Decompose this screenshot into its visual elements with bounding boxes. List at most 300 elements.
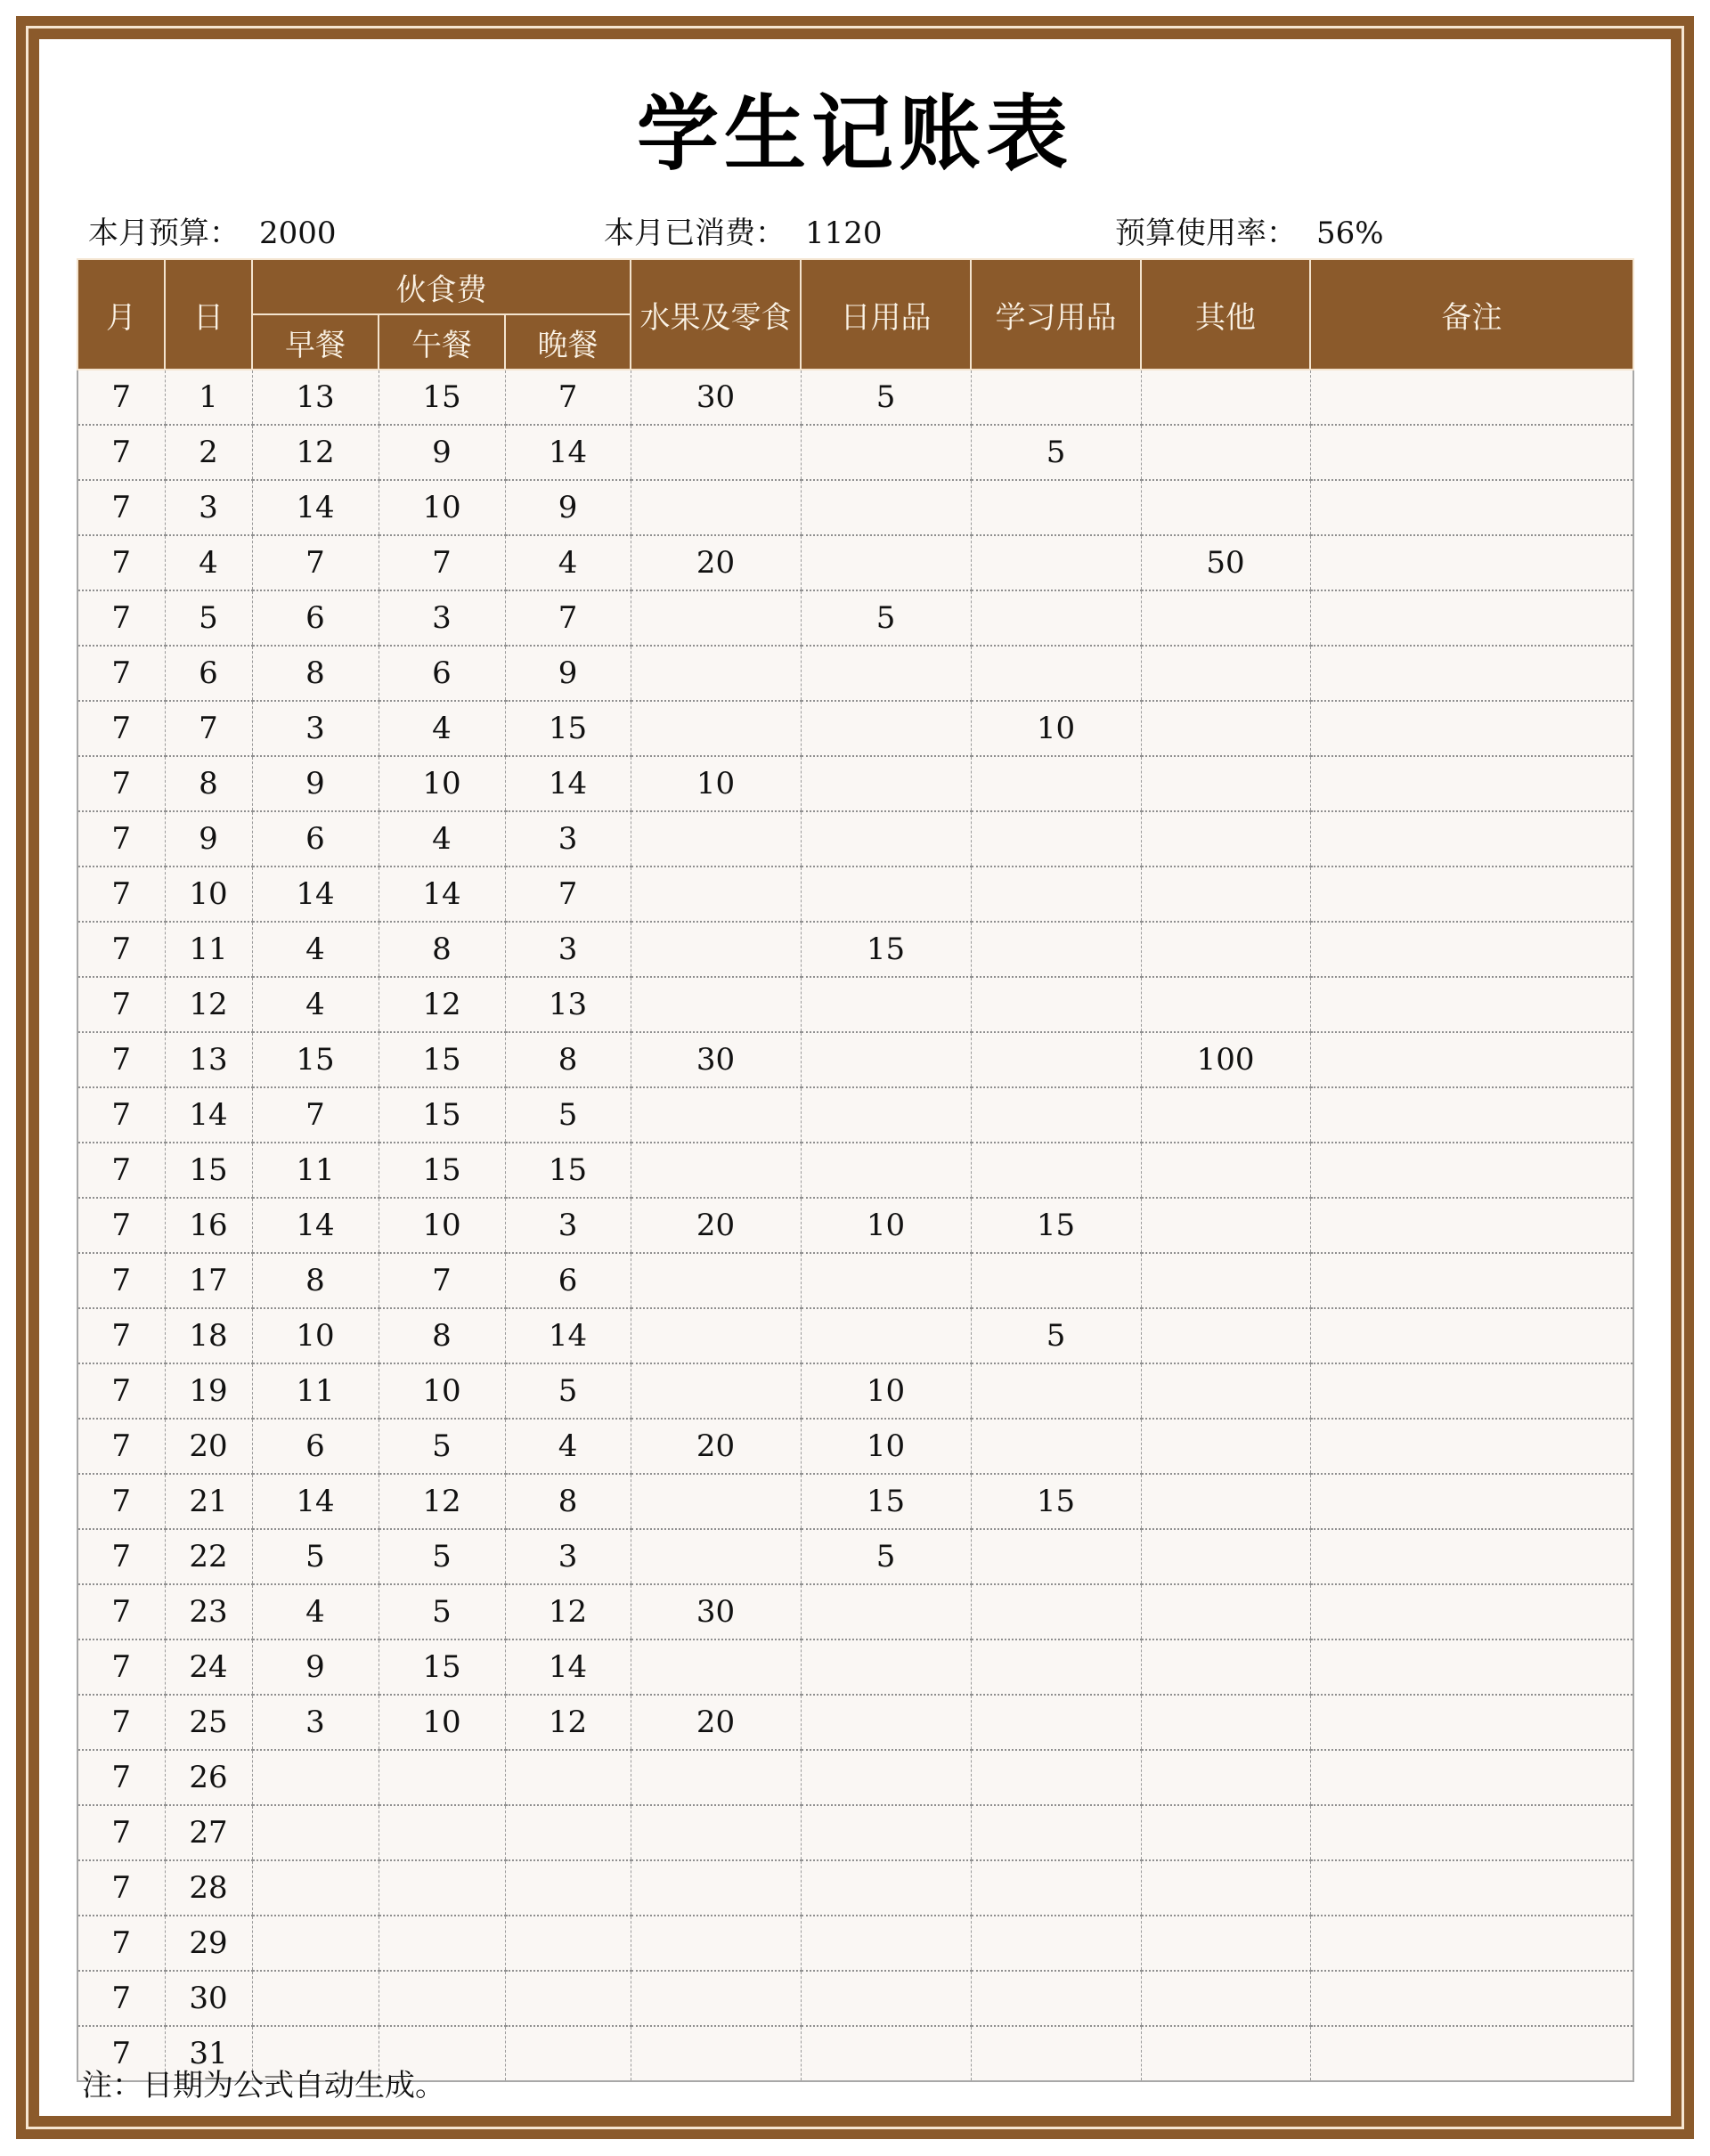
cell-remarks[interactable] xyxy=(1310,866,1633,922)
cell-fruit-snacks[interactable] xyxy=(631,1805,801,1860)
cell-fruit-snacks[interactable] xyxy=(631,480,801,535)
cell-breakfast[interactable]: 3 xyxy=(252,701,379,756)
cell-daily-goods[interactable] xyxy=(801,1087,971,1143)
cell-other[interactable] xyxy=(1141,1308,1310,1363)
cell-remarks[interactable] xyxy=(1310,1750,1633,1805)
cell-remarks[interactable] xyxy=(1310,1971,1633,2026)
cell-day: 17 xyxy=(165,1253,252,1308)
table-row xyxy=(77,866,1633,922)
cell-dinner[interactable]: 8 xyxy=(505,1474,631,1529)
cell-remarks[interactable] xyxy=(1310,2026,1633,2081)
budget-usage-rate-label: 预算使用率： xyxy=(1115,216,1297,251)
cell-lunch[interactable]: 15 xyxy=(379,1639,505,1695)
cell-remarks[interactable] xyxy=(1310,1584,1633,1639)
cell-breakfast[interactable]: 14 xyxy=(252,866,379,922)
cell-daily-goods[interactable]: 15 xyxy=(801,1474,971,1529)
cell-daily-goods[interactable] xyxy=(801,1695,971,1750)
cell-study-supplies[interactable] xyxy=(971,370,1141,425)
table-row xyxy=(77,1916,1633,1971)
cell-study-supplies[interactable] xyxy=(971,1363,1141,1419)
cell-fruit-snacks[interactable]: 20 xyxy=(631,1198,801,1253)
cell-fruit-snacks[interactable] xyxy=(631,590,801,646)
cell-other[interactable]: 50 xyxy=(1141,535,1310,590)
cell-lunch[interactable]: 15 xyxy=(379,1032,505,1087)
cell-other[interactable] xyxy=(1141,1639,1310,1695)
cell-day: 26 xyxy=(165,1750,252,1805)
table-row xyxy=(77,646,1633,701)
cell-breakfast[interactable]: 14 xyxy=(252,480,379,535)
cell-study-supplies[interactable] xyxy=(971,756,1141,811)
cell-dinner[interactable] xyxy=(505,1805,631,1860)
cell-breakfast[interactable] xyxy=(252,1805,379,1860)
cell-other[interactable] xyxy=(1141,646,1310,701)
cell-dinner[interactable]: 7 xyxy=(505,866,631,922)
cell-remarks[interactable] xyxy=(1310,425,1633,480)
budget-usage-rate-value: 56% xyxy=(1316,216,1384,251)
cell-lunch[interactable]: 15 xyxy=(379,370,505,425)
cell-fruit-snacks[interactable] xyxy=(631,866,801,922)
cell-day: 8 xyxy=(165,756,252,811)
cell-other[interactable] xyxy=(1141,922,1310,977)
cell-day: 21 xyxy=(165,1474,252,1529)
cell-dinner[interactable]: 12 xyxy=(505,1695,631,1750)
cell-month: 7 xyxy=(77,1916,165,1971)
cell-day: 2 xyxy=(165,425,252,480)
cell-month: 7 xyxy=(77,425,165,480)
cell-remarks[interactable] xyxy=(1310,1474,1633,1529)
cell-fruit-snacks[interactable] xyxy=(631,1639,801,1695)
cell-daily-goods[interactable] xyxy=(801,480,971,535)
cell-day: 9 xyxy=(165,811,252,866)
cell-day: 3 xyxy=(165,480,252,535)
cell-daily-goods[interactable] xyxy=(801,866,971,922)
cell-breakfast[interactable]: 8 xyxy=(252,1253,379,1308)
cell-remarks[interactable] xyxy=(1310,922,1633,977)
cell-dinner[interactable] xyxy=(505,2026,631,2081)
cell-daily-goods[interactable] xyxy=(801,535,971,590)
cell-lunch[interactable]: 5 xyxy=(379,1419,505,1474)
cell-study-supplies[interactable] xyxy=(971,2026,1141,2081)
cell-remarks[interactable] xyxy=(1310,1860,1633,1916)
cell-dinner[interactable]: 4 xyxy=(505,1419,631,1474)
cell-daily-goods[interactable]: 5 xyxy=(801,590,971,646)
cell-month: 7 xyxy=(77,2026,165,2081)
cell-fruit-snacks[interactable] xyxy=(631,1087,801,1143)
cell-other[interactable] xyxy=(1141,1419,1310,1474)
cell-day: 22 xyxy=(165,1529,252,1584)
cell-fruit-snacks[interactable] xyxy=(631,701,801,756)
cell-breakfast[interactable]: 7 xyxy=(252,1087,379,1143)
col-header-daily-goods: 日用品 xyxy=(801,259,971,370)
col-header-lunch: 午餐 xyxy=(379,314,505,370)
cell-fruit-snacks[interactable] xyxy=(631,1860,801,1916)
table-row xyxy=(77,1143,1633,1198)
cell-lunch[interactable] xyxy=(379,1860,505,1916)
cell-fruit-snacks[interactable]: 20 xyxy=(631,1419,801,1474)
cell-other[interactable] xyxy=(1141,1584,1310,1639)
cell-breakfast[interactable]: 4 xyxy=(252,1584,379,1639)
cell-remarks[interactable] xyxy=(1310,701,1633,756)
cell-study-supplies[interactable] xyxy=(971,977,1141,1032)
cell-lunch[interactable]: 12 xyxy=(379,1474,505,1529)
cell-remarks[interactable] xyxy=(1310,1032,1633,1087)
cell-fruit-snacks[interactable] xyxy=(631,811,801,866)
cell-breakfast[interactable]: 14 xyxy=(252,1198,379,1253)
cell-study-supplies[interactable] xyxy=(971,480,1141,535)
cell-daily-goods[interactable] xyxy=(801,2026,971,2081)
cell-dinner[interactable]: 5 xyxy=(505,1363,631,1419)
cell-breakfast[interactable] xyxy=(252,1860,379,1916)
cell-remarks[interactable] xyxy=(1310,590,1633,646)
cell-other[interactable] xyxy=(1141,1805,1310,1860)
col-header-month: 月 xyxy=(77,259,165,370)
col-header-food-group: 伙食费 xyxy=(252,259,631,314)
cell-other[interactable] xyxy=(1141,1198,1310,1253)
cell-day: 31 xyxy=(165,2026,252,2081)
cell-study-supplies[interactable] xyxy=(971,590,1141,646)
cell-daily-goods[interactable] xyxy=(801,701,971,756)
cell-fruit-snacks[interactable]: 20 xyxy=(631,1695,801,1750)
cell-study-supplies[interactable] xyxy=(971,1529,1141,1584)
cell-remarks[interactable] xyxy=(1310,1143,1633,1198)
cell-dinner[interactable]: 14 xyxy=(505,756,631,811)
cell-remarks[interactable] xyxy=(1310,1087,1633,1143)
cell-daily-goods[interactable]: 10 xyxy=(801,1363,971,1419)
cell-fruit-snacks[interactable] xyxy=(631,1750,801,1805)
cell-fruit-snacks[interactable] xyxy=(631,922,801,977)
cell-daily-goods[interactable] xyxy=(801,1860,971,1916)
cell-month: 7 xyxy=(77,1860,165,1916)
cell-remarks[interactable] xyxy=(1310,1308,1633,1363)
cell-other[interactable] xyxy=(1141,1087,1310,1143)
cell-day: 11 xyxy=(165,922,252,977)
cell-other[interactable] xyxy=(1141,2026,1310,2081)
cell-dinner[interactable]: 9 xyxy=(505,646,631,701)
cell-dinner[interactable]: 8 xyxy=(505,1032,631,1087)
cell-dinner[interactable]: 14 xyxy=(505,1639,631,1695)
cell-other[interactable] xyxy=(1141,1363,1310,1419)
cell-fruit-snacks[interactable] xyxy=(631,1253,801,1308)
cell-dinner[interactable]: 12 xyxy=(505,1584,631,1639)
cell-dinner[interactable] xyxy=(505,1971,631,2026)
cell-other[interactable] xyxy=(1141,590,1310,646)
cell-fruit-snacks[interactable] xyxy=(631,425,801,480)
cell-other[interactable] xyxy=(1141,1474,1310,1529)
cell-remarks[interactable] xyxy=(1310,1805,1633,1860)
cell-study-supplies[interactable]: 15 xyxy=(971,1198,1141,1253)
cell-lunch[interactable]: 6 xyxy=(379,646,505,701)
cell-breakfast[interactable]: 3 xyxy=(252,1695,379,1750)
cell-dinner[interactable]: 6 xyxy=(505,1253,631,1308)
cell-remarks[interactable] xyxy=(1310,1198,1633,1253)
cell-lunch[interactable]: 10 xyxy=(379,480,505,535)
cell-fruit-snacks[interactable] xyxy=(631,1474,801,1529)
cell-daily-goods[interactable] xyxy=(801,425,971,480)
cell-study-supplies[interactable] xyxy=(971,1695,1141,1750)
cell-study-supplies[interactable] xyxy=(971,1584,1141,1639)
cell-other[interactable] xyxy=(1141,756,1310,811)
cell-study-supplies[interactable] xyxy=(971,1860,1141,1916)
cell-study-supplies[interactable] xyxy=(971,1916,1141,1971)
cell-breakfast[interactable]: 15 xyxy=(252,1032,379,1087)
cell-breakfast[interactable]: 4 xyxy=(252,977,379,1032)
cell-other[interactable] xyxy=(1141,866,1310,922)
cell-daily-goods[interactable] xyxy=(801,1805,971,1860)
cell-lunch[interactable] xyxy=(379,1916,505,1971)
cell-other[interactable] xyxy=(1141,701,1310,756)
cell-remarks[interactable] xyxy=(1310,1363,1633,1419)
cell-day: 4 xyxy=(165,535,252,590)
cell-fruit-snacks[interactable] xyxy=(631,1363,801,1419)
cell-dinner[interactable] xyxy=(505,1750,631,1805)
cell-lunch[interactable]: 9 xyxy=(379,425,505,480)
cell-day: 5 xyxy=(165,590,252,646)
table-row xyxy=(77,1308,1633,1363)
cell-remarks[interactable] xyxy=(1310,1253,1633,1308)
cell-other[interactable] xyxy=(1141,1253,1310,1308)
cell-daily-goods[interactable] xyxy=(801,1143,971,1198)
cell-lunch[interactable]: 5 xyxy=(379,1584,505,1639)
cell-lunch[interactable] xyxy=(379,1971,505,2026)
cell-lunch[interactable]: 10 xyxy=(379,1695,505,1750)
cell-study-supplies[interactable] xyxy=(971,646,1141,701)
cell-remarks[interactable] xyxy=(1310,977,1633,1032)
table-row xyxy=(77,1584,1633,1639)
cell-breakfast[interactable]: 6 xyxy=(252,1419,379,1474)
cell-daily-goods[interactable] xyxy=(801,1253,971,1308)
cell-lunch[interactable]: 14 xyxy=(379,866,505,922)
cell-dinner[interactable]: 15 xyxy=(505,701,631,756)
cell-daily-goods[interactable] xyxy=(801,756,971,811)
cell-day: 12 xyxy=(165,977,252,1032)
cell-other[interactable] xyxy=(1141,480,1310,535)
cell-remarks[interactable] xyxy=(1310,535,1633,590)
cell-dinner[interactable]: 4 xyxy=(505,535,631,590)
cell-remarks[interactable] xyxy=(1310,756,1633,811)
cell-daily-goods[interactable]: 5 xyxy=(801,1529,971,1584)
cell-other[interactable]: 100 xyxy=(1141,1032,1310,1087)
cell-other[interactable] xyxy=(1141,1750,1310,1805)
cell-study-supplies[interactable] xyxy=(971,1639,1141,1695)
cell-fruit-snacks[interactable] xyxy=(631,646,801,701)
cell-other[interactable] xyxy=(1141,1529,1310,1584)
cell-daily-goods[interactable] xyxy=(801,977,971,1032)
cell-lunch[interactable]: 10 xyxy=(379,756,505,811)
cell-lunch[interactable]: 3 xyxy=(379,590,505,646)
cell-day: 15 xyxy=(165,1143,252,1198)
table-row xyxy=(77,1087,1633,1143)
cell-day: 25 xyxy=(165,1695,252,1750)
cell-daily-goods[interactable] xyxy=(801,1308,971,1363)
cell-daily-goods[interactable] xyxy=(801,811,971,866)
cell-remarks[interactable] xyxy=(1310,1529,1633,1584)
cell-dinner[interactable]: 7 xyxy=(505,590,631,646)
cell-fruit-snacks[interactable]: 30 xyxy=(631,1584,801,1639)
cell-month: 7 xyxy=(77,1308,165,1363)
cell-remarks[interactable] xyxy=(1310,1916,1633,1971)
cell-study-supplies[interactable]: 5 xyxy=(971,425,1141,480)
cell-month: 7 xyxy=(77,1253,165,1308)
cell-fruit-snacks[interactable]: 30 xyxy=(631,1032,801,1087)
cell-study-supplies[interactable] xyxy=(971,535,1141,590)
cell-daily-goods[interactable] xyxy=(801,646,971,701)
cell-dinner[interactable]: 14 xyxy=(505,425,631,480)
monthly-budget xyxy=(88,212,337,255)
cell-study-supplies[interactable] xyxy=(971,1750,1141,1805)
cell-breakfast[interactable]: 8 xyxy=(252,646,379,701)
cell-dinner[interactable]: 3 xyxy=(505,1529,631,1584)
cell-other[interactable] xyxy=(1141,1860,1310,1916)
monthly-spent-label: 本月已消费： xyxy=(604,216,786,251)
cell-lunch[interactable]: 8 xyxy=(379,922,505,977)
cell-daily-goods[interactable]: 15 xyxy=(801,922,971,977)
cell-breakfast[interactable] xyxy=(252,1916,379,1971)
cell-breakfast[interactable]: 11 xyxy=(252,1363,379,1419)
cell-fruit-snacks[interactable] xyxy=(631,1971,801,2026)
cell-dinner[interactable]: 5 xyxy=(505,1087,631,1143)
cell-study-supplies[interactable]: 15 xyxy=(971,1474,1141,1529)
cell-dinner[interactable] xyxy=(505,1916,631,1971)
cell-lunch[interactable]: 5 xyxy=(379,1529,505,1584)
cell-study-supplies[interactable] xyxy=(971,1971,1141,2026)
cell-remarks[interactable] xyxy=(1310,480,1633,535)
cell-month: 7 xyxy=(77,535,165,590)
cell-month: 7 xyxy=(77,866,165,922)
table-row xyxy=(77,480,1633,535)
cell-study-supplies[interactable] xyxy=(971,1419,1141,1474)
cell-breakfast[interactable]: 12 xyxy=(252,425,379,480)
monthly-budget-label: 本月预算： xyxy=(88,216,240,251)
table-row xyxy=(77,1419,1633,1474)
cell-fruit-snacks[interactable] xyxy=(631,2026,801,2081)
table-row xyxy=(77,590,1633,646)
cell-daily-goods[interactable] xyxy=(801,1971,971,2026)
col-header-day: 日 xyxy=(165,259,252,370)
cell-other[interactable] xyxy=(1141,1916,1310,1971)
cell-dinner[interactable]: 3 xyxy=(505,811,631,866)
cell-breakfast[interactable] xyxy=(252,1750,379,1805)
cell-day: 29 xyxy=(165,1916,252,1971)
cell-daily-goods[interactable] xyxy=(801,1750,971,1805)
cell-daily-goods[interactable] xyxy=(801,1639,971,1695)
cell-month: 7 xyxy=(77,1143,165,1198)
cell-fruit-snacks[interactable]: 30 xyxy=(631,370,801,425)
cell-lunch[interactable]: 4 xyxy=(379,701,505,756)
cell-remarks[interactable] xyxy=(1310,1695,1633,1750)
cell-fruit-snacks[interactable]: 20 xyxy=(631,535,801,590)
cell-lunch[interactable]: 10 xyxy=(379,1198,505,1253)
cell-dinner[interactable]: 7 xyxy=(505,370,631,425)
col-header-study-supplies: 学习用品 xyxy=(971,259,1141,370)
cell-breakfast[interactable]: 9 xyxy=(252,756,379,811)
cell-fruit-snacks[interactable] xyxy=(631,1916,801,1971)
table-row xyxy=(77,701,1633,756)
cell-other[interactable] xyxy=(1141,370,1310,425)
cell-daily-goods[interactable]: 10 xyxy=(801,1198,971,1253)
cell-fruit-snacks[interactable] xyxy=(631,977,801,1032)
cell-breakfast[interactable]: 9 xyxy=(252,1639,379,1695)
cell-lunch[interactable]: 8 xyxy=(379,1308,505,1363)
cell-daily-goods[interactable]: 5 xyxy=(801,370,971,425)
cell-study-supplies[interactable] xyxy=(971,1143,1141,1198)
cell-lunch[interactable]: 7 xyxy=(379,535,505,590)
cell-daily-goods[interactable] xyxy=(801,1032,971,1087)
cell-study-supplies[interactable]: 10 xyxy=(971,701,1141,756)
cell-study-supplies[interactable] xyxy=(971,1253,1141,1308)
cell-study-supplies[interactable] xyxy=(971,1087,1141,1143)
cell-lunch[interactable] xyxy=(379,1805,505,1860)
cell-other[interactable] xyxy=(1141,425,1310,480)
cell-day: 19 xyxy=(165,1363,252,1419)
cell-breakfast[interactable]: 6 xyxy=(252,811,379,866)
cell-breakfast[interactable]: 6 xyxy=(252,590,379,646)
monthly-spent-value: 1120 xyxy=(805,216,883,251)
cell-daily-goods[interactable]: 10 xyxy=(801,1419,971,1474)
cell-remarks[interactable] xyxy=(1310,646,1633,701)
cell-study-supplies[interactable] xyxy=(971,811,1141,866)
cell-dinner[interactable] xyxy=(505,1860,631,1916)
cell-lunch[interactable]: 12 xyxy=(379,977,505,1032)
cell-study-supplies[interactable] xyxy=(971,1032,1141,1087)
cell-other[interactable] xyxy=(1141,977,1310,1032)
cell-study-supplies[interactable] xyxy=(971,866,1141,922)
col-header-fruit-snacks: 水果及零食 xyxy=(631,259,801,370)
cell-fruit-snacks[interactable] xyxy=(631,1143,801,1198)
monthly-budget-value[interactable]: 2000 xyxy=(259,216,337,251)
cell-dinner[interactable]: 15 xyxy=(505,1143,631,1198)
cell-study-supplies[interactable]: 5 xyxy=(971,1308,1141,1363)
cell-lunch[interactable]: 15 xyxy=(379,1087,505,1143)
cell-remarks[interactable] xyxy=(1310,1639,1633,1695)
cell-other[interactable] xyxy=(1141,1695,1310,1750)
cell-fruit-snacks[interactable] xyxy=(631,1308,801,1363)
cell-dinner[interactable]: 3 xyxy=(505,922,631,977)
cell-breakfast[interactable] xyxy=(252,1971,379,2026)
cell-remarks[interactable] xyxy=(1310,811,1633,866)
cell-study-supplies[interactable] xyxy=(971,922,1141,977)
cell-study-supplies[interactable] xyxy=(971,1805,1141,1860)
cell-daily-goods[interactable] xyxy=(801,1584,971,1639)
cell-lunch[interactable]: 10 xyxy=(379,1363,505,1419)
cell-daily-goods[interactable] xyxy=(801,1916,971,1971)
cell-breakfast[interactable]: 7 xyxy=(252,535,379,590)
cell-other[interactable] xyxy=(1141,1143,1310,1198)
cell-lunch[interactable]: 4 xyxy=(379,811,505,866)
cell-breakfast[interactable]: 4 xyxy=(252,922,379,977)
cell-dinner[interactable]: 14 xyxy=(505,1308,631,1363)
cell-other[interactable] xyxy=(1141,1971,1310,2026)
cell-breakfast[interactable]: 5 xyxy=(252,1529,379,1584)
cell-lunch[interactable] xyxy=(379,1750,505,1805)
cell-breakfast[interactable]: 14 xyxy=(252,1474,379,1529)
cell-dinner[interactable]: 13 xyxy=(505,977,631,1032)
cell-fruit-snacks[interactable]: 10 xyxy=(631,756,801,811)
cell-day: 10 xyxy=(165,866,252,922)
cell-day: 7 xyxy=(165,701,252,756)
cell-other[interactable] xyxy=(1141,811,1310,866)
cell-lunch[interactable]: 7 xyxy=(379,1253,505,1308)
cell-remarks[interactable] xyxy=(1310,370,1633,425)
cell-breakfast[interactable]: 11 xyxy=(252,1143,379,1198)
cell-breakfast[interactable]: 10 xyxy=(252,1308,379,1363)
cell-dinner[interactable]: 9 xyxy=(505,480,631,535)
cell-dinner[interactable]: 3 xyxy=(505,1198,631,1253)
expense-ledger-table xyxy=(77,258,1634,2082)
cell-fruit-snacks[interactable] xyxy=(631,1529,801,1584)
cell-breakfast[interactable]: 13 xyxy=(252,370,379,425)
cell-lunch[interactable]: 15 xyxy=(379,1143,505,1198)
cell-remarks[interactable] xyxy=(1310,1419,1633,1474)
